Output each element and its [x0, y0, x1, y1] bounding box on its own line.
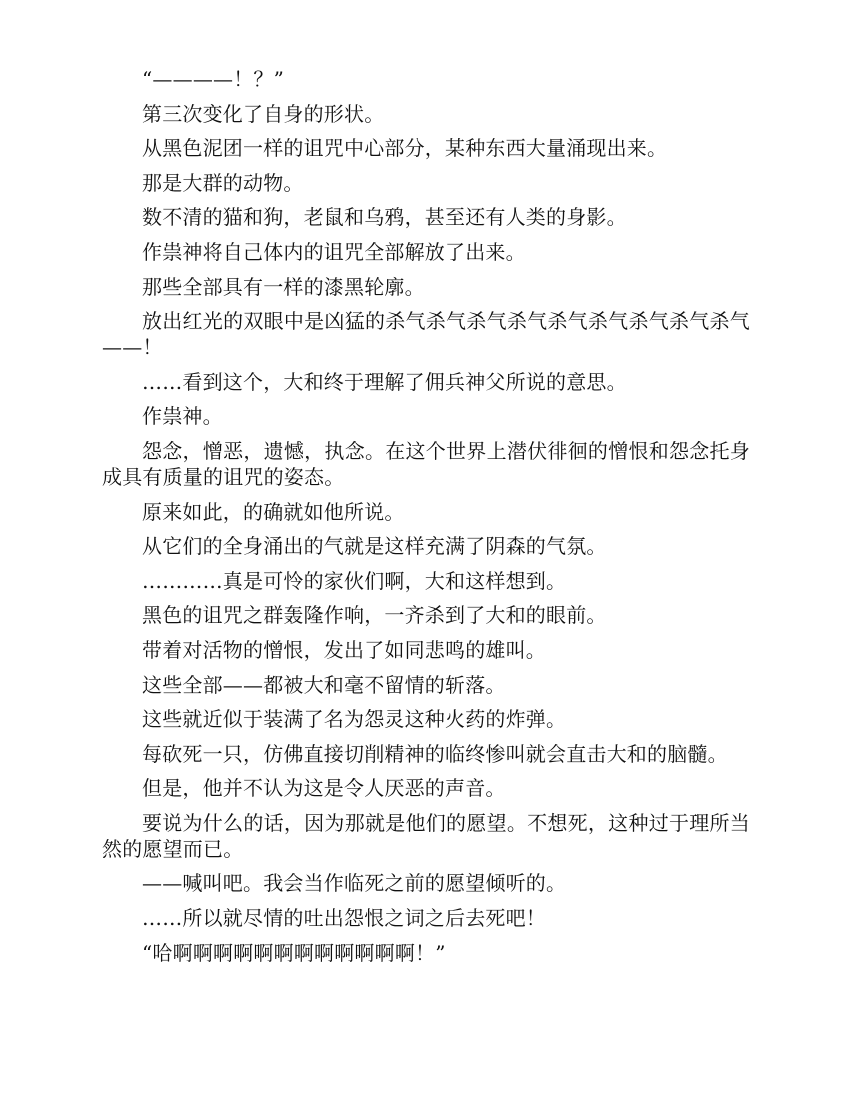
paragraph: ——喊叫吧。我会当作临死之前的愿望倾听的。: [142, 871, 567, 896]
paragraph: 这些全部——都被大和毫不留情的斩落。: [142, 672, 506, 697]
paragraph: 放出红光的双眼中是凶猛的杀气杀气杀气杀气杀气杀气杀气杀气杀气——！: [102, 309, 750, 360]
body-text: [102, 66, 750, 974]
paragraph: 第三次变化了自身的形状。: [142, 101, 385, 126]
paragraph: 作祟神将自己体内的诅咒全部解放了出来。: [142, 239, 526, 264]
paragraph: ……所以就尽情的吐出怨恨之词之后去死吧！: [142, 906, 546, 931]
paragraph: 那些全部具有一样的漆黑轮廓。: [142, 274, 425, 299]
paragraph: “————！？”: [142, 67, 285, 91]
paragraph: 那是大群的动物。: [142, 170, 304, 195]
paragraph: ……看到这个，大和终于理解了佣兵神父所说的意思。: [142, 369, 627, 394]
paragraph: 从它们的全身涌出的气就是这样充满了阴森的气氛。: [142, 534, 607, 559]
paragraph: 从黑色泥团一样的诅咒中心部分，某种东西大量涌现出来。: [142, 136, 668, 161]
paragraph: 要说为什么的话，因为那就是他们的愿望。不想死，这种过于理所当然的愿望而已。: [102, 810, 750, 861]
paragraph: 数不清的猫和狗，老鼠和乌鸦，甚至还有人类的身影。: [142, 205, 627, 230]
paragraph: “哈啊啊啊啊啊啊啊啊啊啊啊啊！”: [142, 940, 446, 965]
paragraph: 但是，他并不认为这是令人厌恶的声音。: [142, 776, 506, 801]
paragraph: 怨念，憎恶，遗憾，执念。在这个世界上潜伏徘徊的憎恨和怨念托身成具有质量的诅咒的姿态。: [102, 438, 750, 489]
paragraph: 黑色的诅咒之群轰隆作响，一齐杀到了大和的眼前。: [142, 603, 607, 628]
paragraph: 每砍死一只，仿佛直接切削精神的临终惨叫就会直击大和的脑髓。: [142, 741, 728, 766]
paragraph: 这些就近似于装满了名为怨灵这种火药的炸弹。: [142, 707, 567, 732]
paragraph: 带着对活物的憎恨，发出了如同悲鸣的雄叫。: [142, 637, 546, 662]
paragraph: …………真是可怜的家伙们啊，大和这样想到。: [142, 568, 567, 593]
paragraph: 原来如此，的确就如他所说。: [142, 499, 405, 524]
paragraph: 作祟神。: [142, 404, 223, 429]
